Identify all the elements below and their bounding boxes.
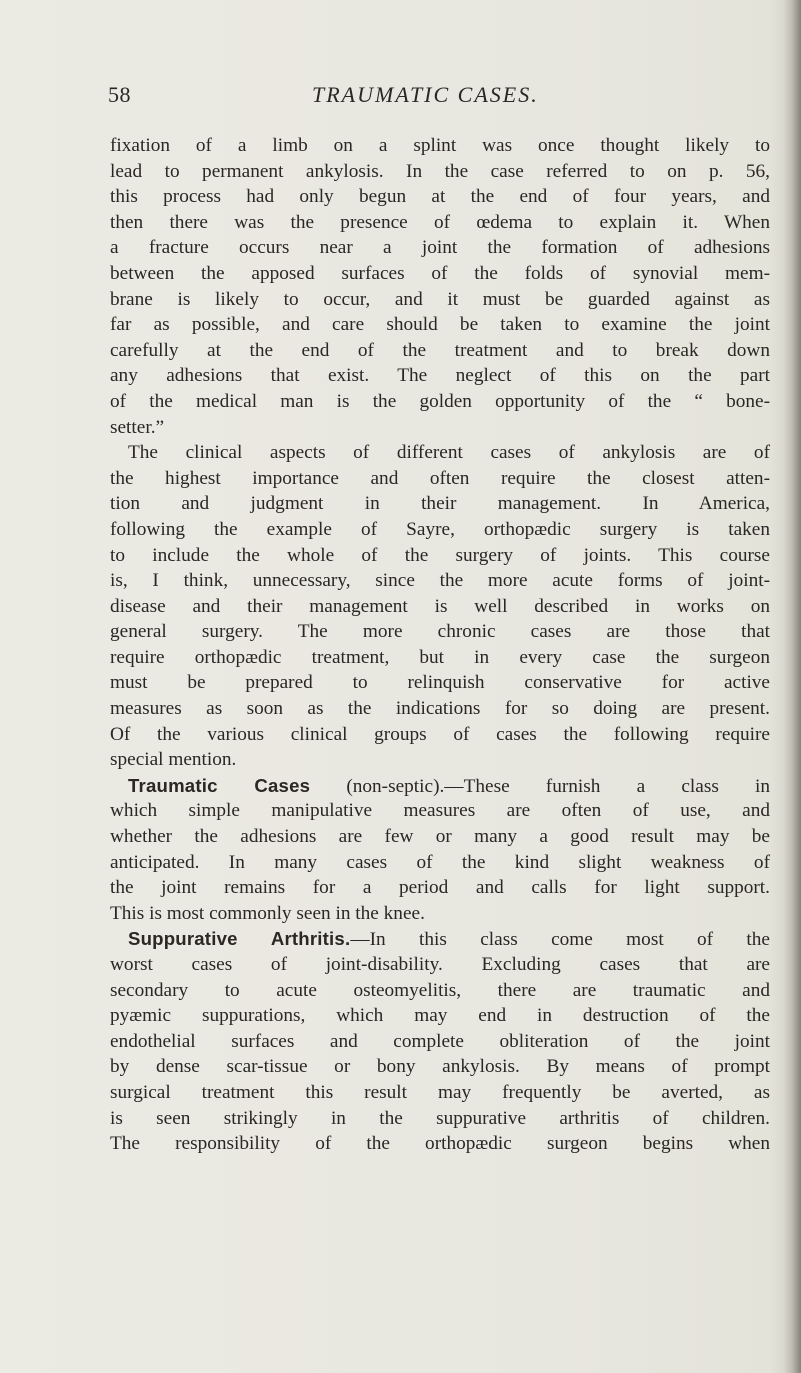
page-number: 58 <box>108 82 131 107</box>
text-line: worst cases of joint-disability. Excluding cases that are <box>110 954 770 975</box>
text-line: of the medical man is the golden opportunity of the “ bone- <box>110 390 770 412</box>
text-line: is seen strikingly in the suppurative arthritis of children. <box>110 1107 770 1129</box>
text-line: this process had only begun at the end of four years, and <box>110 186 770 208</box>
section-heading-continuation: (non-septic).—These furnish a class in <box>310 775 770 797</box>
section-heading: Traumatic Cases <box>128 774 311 796</box>
text-line: a fracture occurs near a joint the formation of adhesions <box>110 237 770 259</box>
text-line: between the apposed surfaces of the folds of synovial mem- <box>110 262 770 284</box>
text-line: special mention. <box>110 749 237 771</box>
text-line: endothelial surfaces and complete obliteration of the joint <box>110 1030 770 1052</box>
text-line: is, I think, unnecessary, since the more acute forms of joint- <box>110 570 770 592</box>
text-line: require orthopædic treatment, but in every case the surgeon <box>110 646 770 668</box>
text-line: disease and their management is well described in works on <box>110 595 770 617</box>
text-line: any adhesions that exist. The neglect of this on the part <box>110 365 770 387</box>
page-edge-shadow <box>783 0 801 1373</box>
body-text <box>110 133 770 1157</box>
text-line: surgical treatment this result may frequently be averted, as <box>110 1081 770 1103</box>
text-line: general surgery. The more chronic cases are those that <box>110 621 770 643</box>
text-line: tion and judgment in their management. In America, <box>110 493 770 515</box>
running-title: TRAUMATIC CASES. <box>312 82 539 107</box>
text-line: Of the various clinical groups of cases the following require <box>110 723 770 745</box>
text-line: the joint remains for a period and calls for light support. <box>110 877 770 899</box>
text-line: which simple manipulative measures are often of use, and <box>110 800 770 822</box>
section-heading-continuation: —In this class come most of the <box>350 929 770 951</box>
text-line: setter.” <box>110 416 165 438</box>
section-suppurative-arthritis <box>110 926 770 952</box>
section-heading: Suppurative Arthritis. <box>128 928 351 950</box>
text-line: to include the whole of the surgery of joints. This course <box>110 544 770 566</box>
text-line: The responsibility of the orthopædic surgeon begins when <box>110 1133 770 1155</box>
text-line: by dense scar-tissue or bony ankylosis. By means of prompt <box>110 1056 770 1078</box>
text-line: following the example of Sayre, orthopædic surgery is taken <box>110 518 770 540</box>
text-line: fixation of a limb on a splint was once thought likely to <box>110 135 770 156</box>
text-line: pyæmic suppurations, which may end in destruction of the <box>110 1005 770 1027</box>
text-line: anticipated. In many cases of the kind slight weakness of <box>110 851 770 873</box>
text-line: brane is likely to occur, and it must be guarded against as <box>110 288 770 310</box>
running-head <box>0 82 801 112</box>
section-traumatic-cases <box>110 773 770 799</box>
text-line: whether the adhesions are few or many a good result may be <box>110 826 770 848</box>
text-line: This is most commonly seen in the knee. <box>110 902 425 924</box>
text-line: must be prepared to relinquish conservative for active <box>110 672 770 694</box>
text-line: The clinical aspects of different cases of ankylosis are of <box>128 442 770 464</box>
text-line: far as possible, and care should be taken to examine the joint <box>110 314 770 336</box>
text-line: carefully at the end of the treatment and to break down <box>110 339 770 361</box>
text-line: measures as soon as the indications for so doing are present. <box>110 698 770 720</box>
text-line: the highest importance and often require the closest atten- <box>110 467 770 489</box>
text-line: then there was the presence of œdema to explain it. When <box>110 211 770 233</box>
text-line: secondary to acute osteomyelitis, there are traumatic and <box>110 979 770 1001</box>
text-line: lead to permanent ankylosis. In the case referred to on p. 56, <box>110 160 770 182</box>
